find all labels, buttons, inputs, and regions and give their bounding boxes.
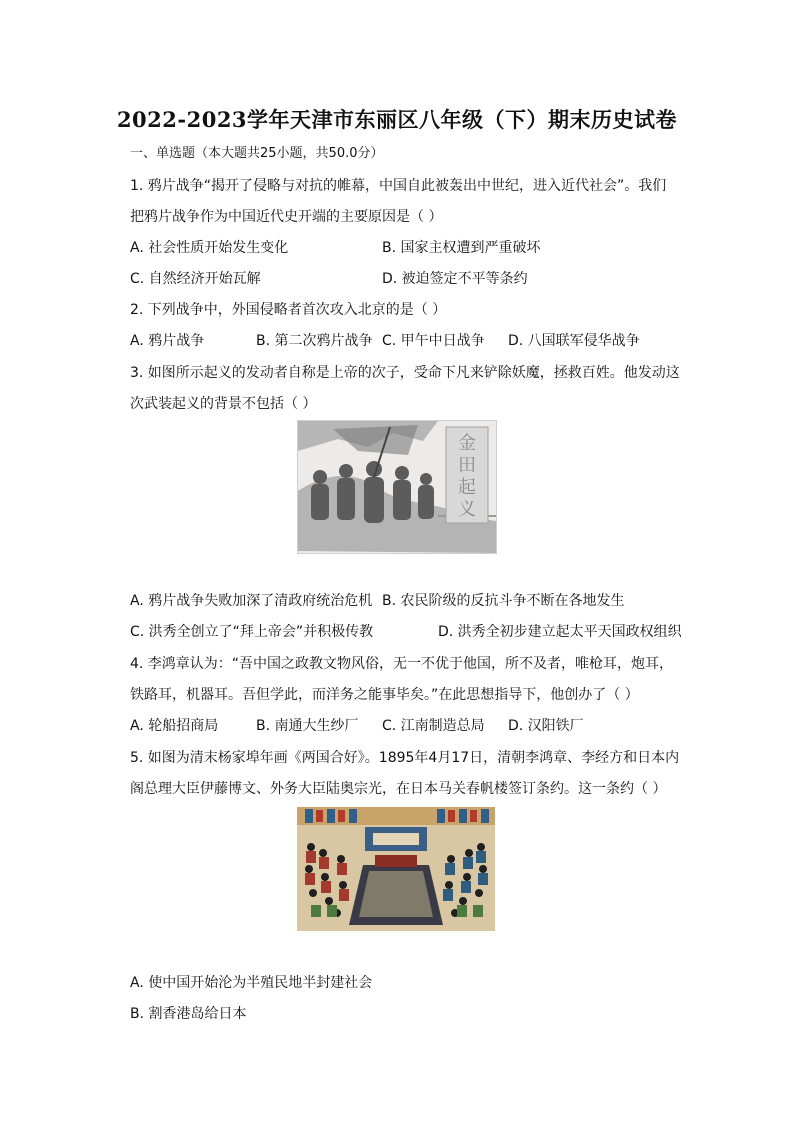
- q1-option-a: A. 社会性质开始发生变化: [130, 240, 289, 256]
- svg-text:起: 起: [458, 477, 476, 498]
- q5-option-a: A. 使中国开始沦为半殖民地半封建社会: [130, 975, 373, 991]
- q1-stem-line1: 1. 鸦片战争“揭开了侵略与对抗的帷幕，中国自此被轰出中世纪，进入近代社会”。我们: [130, 178, 667, 194]
- q5-stem-line2: 阁总理大臣伊藤博文、外务大臣陆奥宗光，在日本马关春帆楼签订条约。这一条约（ ）: [130, 781, 667, 797]
- svg-text:金: 金: [458, 433, 476, 454]
- treaty-painting-illustration: [297, 807, 495, 931]
- q1-option-b: B. 国家主权遭到严重破坏: [382, 240, 541, 256]
- q3-option-c: C. 洪秀全创立了“拜上帝会”并积极传教: [130, 624, 374, 640]
- q1-stem-line2: 把鸦片战争作为中国近代史开端的主要原因是（ ）: [130, 209, 443, 225]
- q3-option-b: B. 农民阶级的反抗斗争不断在各地发生: [382, 593, 625, 609]
- q2-option-b: B. 第二次鸦片战争: [256, 333, 373, 349]
- q5-option-b: B. 割香港岛给日本: [130, 1006, 247, 1022]
- q2-option-d: D. 八国联军侵华战争: [508, 333, 640, 349]
- q3-stem-line2: 次武装起义的背景不包括（ ）: [130, 396, 317, 412]
- q1-option-c: C. 自然经济开始瓦解: [130, 271, 261, 287]
- q2-option-c: C. 甲午中日战争: [382, 333, 485, 349]
- svg-text:田: 田: [458, 455, 476, 476]
- q3-stem-line1: 3. 如图所示起义的发动者自称是上帝的次子，受命下凡来铲除妖魔，拯救百姓。他发动这: [130, 365, 680, 381]
- jintian-uprising-illustration: [298, 421, 496, 553]
- q3-option-a: A. 鸦片战争失败加深了清政府统治危机: [130, 593, 373, 609]
- jintian-uprising-image: [297, 420, 497, 554]
- q2-option-a: A. 鸦片战争: [130, 333, 205, 349]
- q4-stem-line1: 4. 李鸿章认为：“吾中国之政教文物风俗，无一不优于他国，所不及者，唯枪耳，炮耳，: [130, 656, 674, 672]
- q4-stem-line2: 铁路耳，机器耳。吾但学此，而洋务之能事毕矣。”在此思想指导下，他创办了（ ）: [130, 687, 639, 703]
- treaty-new-year-painting-image: [297, 807, 495, 931]
- q5-stem-line1: 5. 如图为清末杨家埠年画《两国合好》。1895年4月17日，清朝李鸿章、李经方和日本内: [130, 750, 680, 766]
- q2-stem: 2. 下列战争中，外国侵略者首次攻入北京的是（ ）: [130, 302, 447, 318]
- q4-option-d: D. 汉阳铁厂: [508, 718, 584, 734]
- q3-option-d: D. 洪秀全初步建立起太平天国政权组织: [438, 624, 682, 640]
- q4-option-b: B. 南通大生纱厂: [256, 718, 359, 734]
- q4-option-a: A. 轮船招商局: [130, 718, 219, 734]
- q1-option-d: D. 被迫签定不平等条约: [382, 271, 528, 287]
- q4-option-c: C. 江南制造总局: [382, 718, 485, 734]
- page-title: 2022-2023学年天津市东丽区八年级（下）期末历史试卷: [116, 107, 678, 132]
- svg-text:义: 义: [458, 499, 476, 520]
- section-heading: 一、单选题（本大题共25小题，共50.0分）: [130, 146, 384, 161]
